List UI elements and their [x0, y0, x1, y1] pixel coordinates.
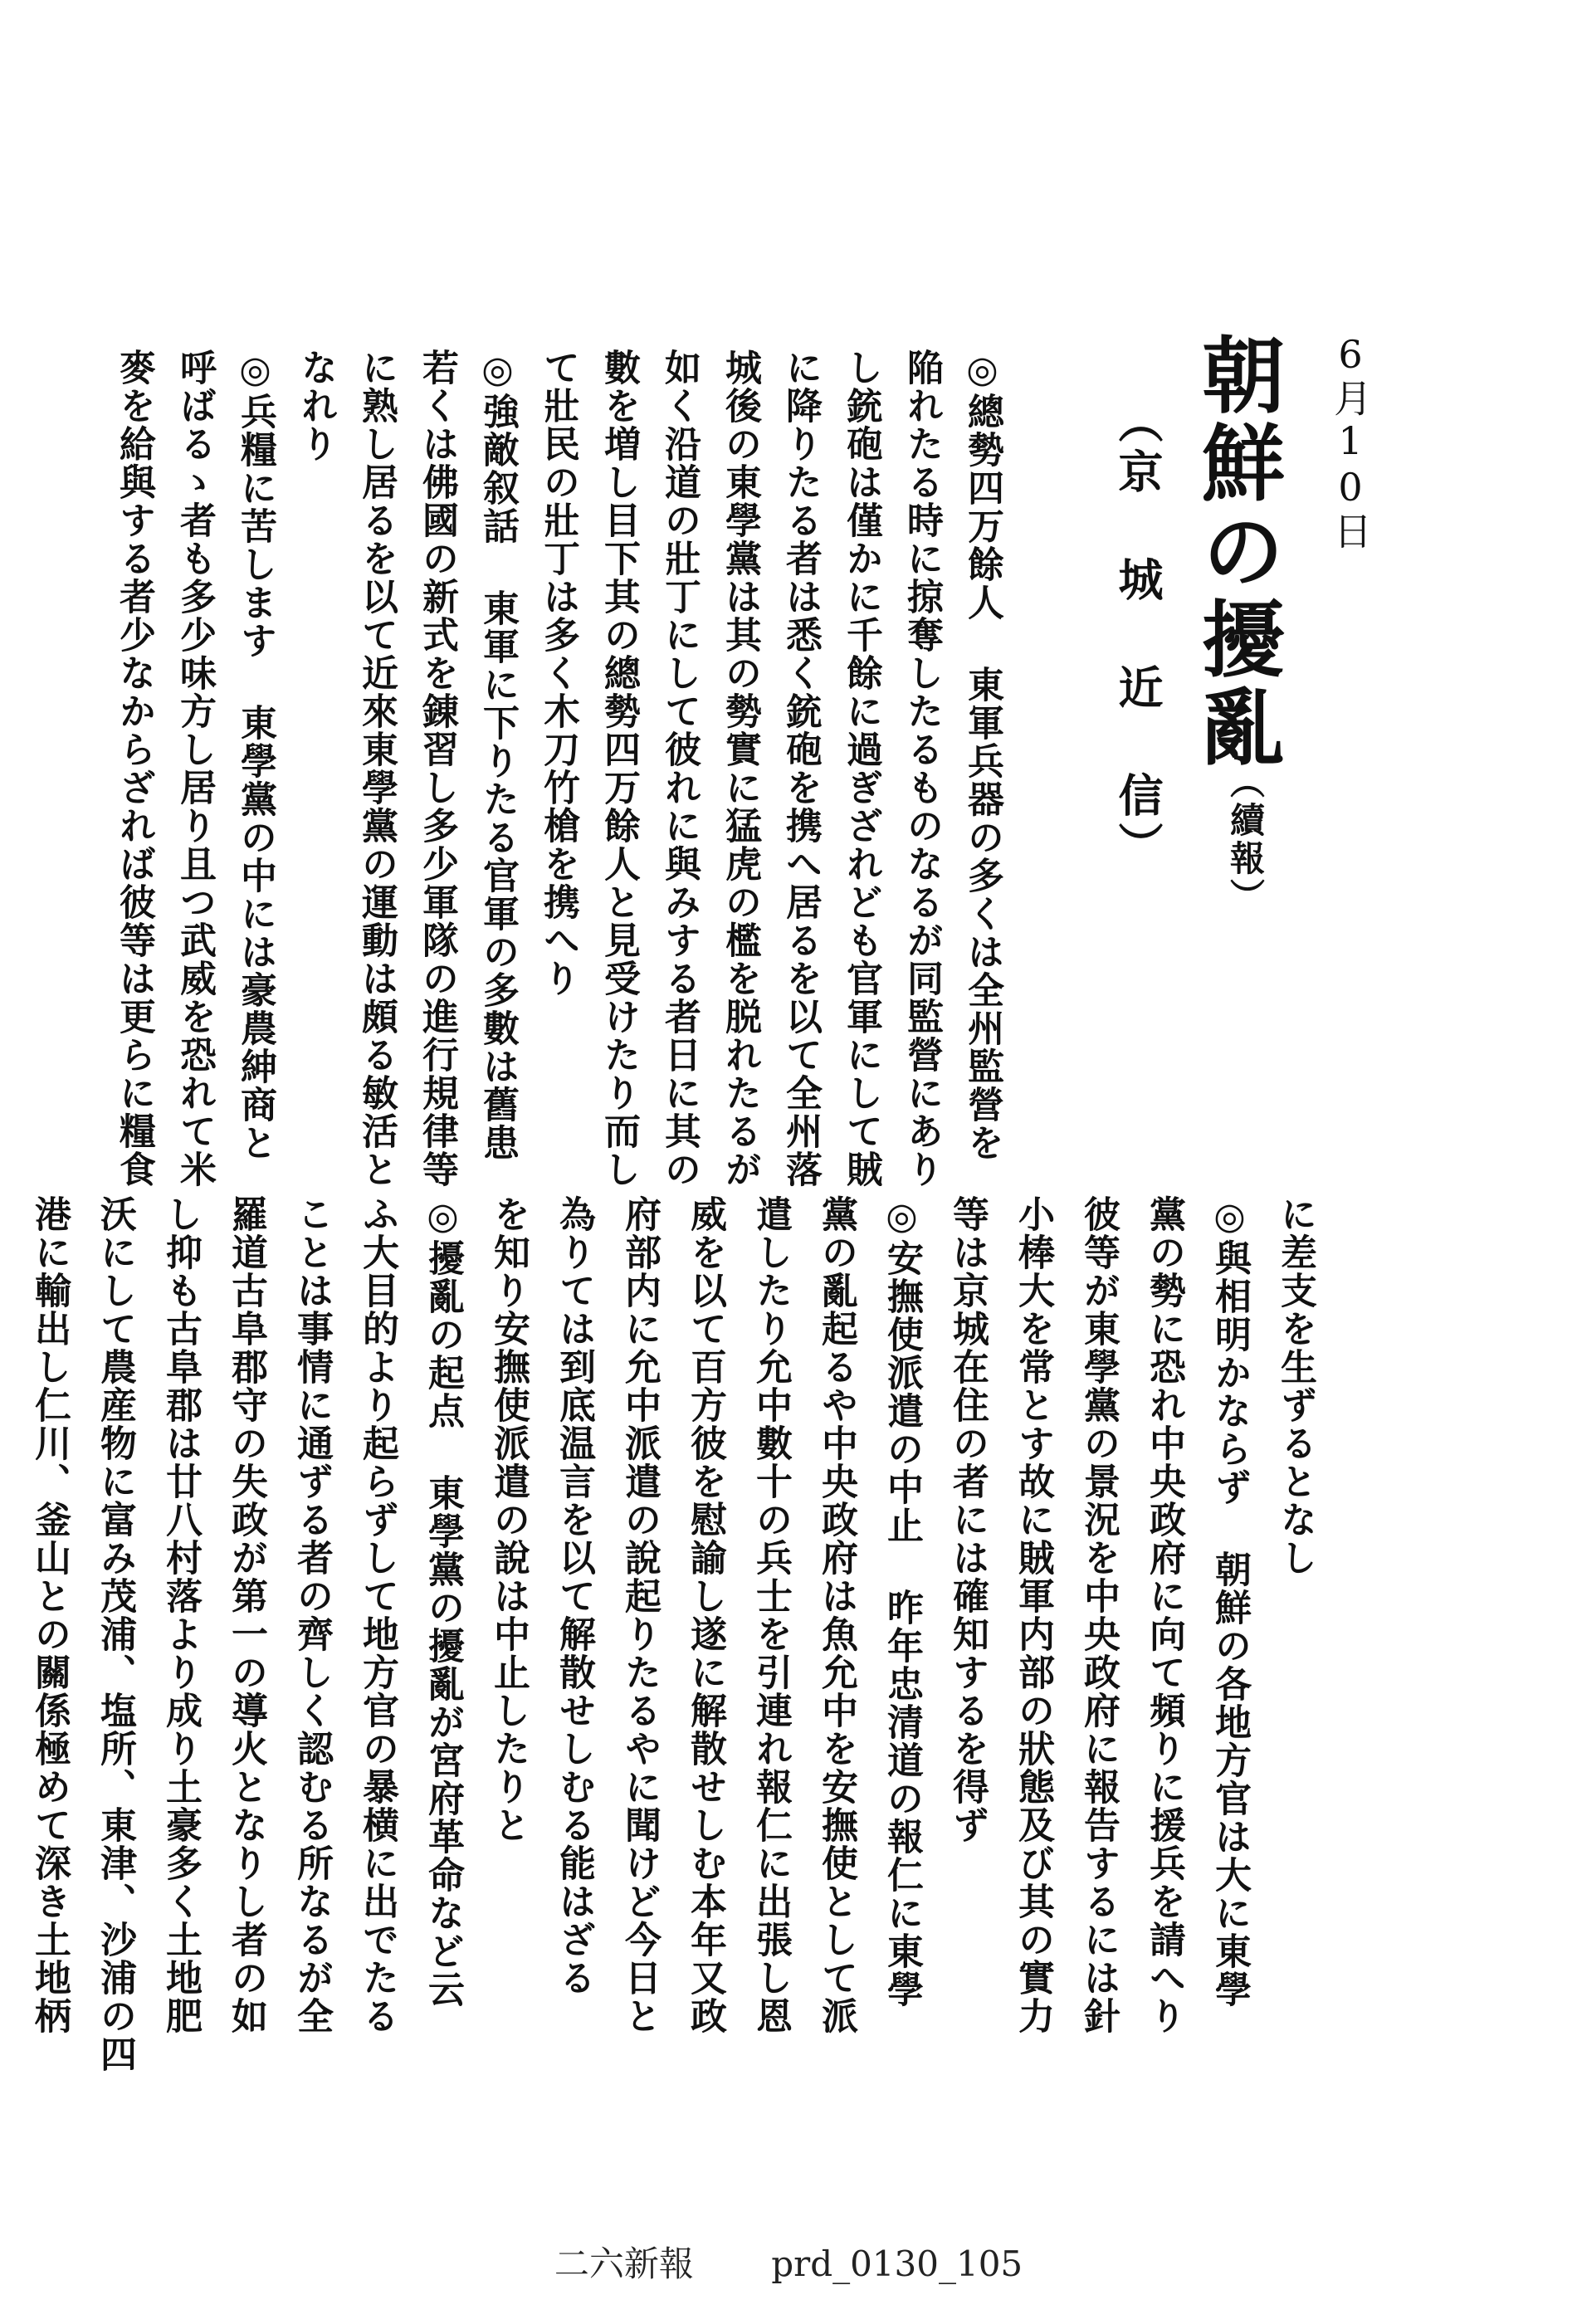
text-line: ◎擾亂の起点 東學黨の擾亂が宮府革命など云	[422, 1195, 464, 2009]
text-line: 陥れたる時に掠奪したるものなるが同監營にあり	[901, 349, 943, 1189]
correspondent-line: （京 城 近 信）	[1111, 398, 1164, 872]
text-line: ◎強敵叙話 東軍に下りたる官軍の多數は舊患	[476, 349, 519, 1162]
text-line: ふ大目的より起らずして地方官の暴横に出でたる	[356, 1195, 398, 2035]
text-line: ◎總勢四万餘人 東軍兵器の多くは全州監營を	[961, 349, 1003, 1162]
text-line: て壯民の壯丁は多く木刀竹槍を携へり	[537, 349, 579, 998]
text-line: 如く沿道の壯丁にして彼れに與みする者日に其の	[658, 349, 701, 1189]
text-line: 遣したり允中數十の兵士を引連れ報仁に出張し恩	[749, 1195, 792, 2035]
lower-article-body	[17, 1195, 1328, 2073]
text-line: ◎兵糧に苦します 東學黨の中には豪農紳商と	[234, 349, 276, 1162]
text-line: 數を増し目下其の總勢四万餘人と見受けたり而し	[598, 349, 640, 1189]
page-footer	[0, 2237, 1577, 2287]
publication-name: 二六新報	[554, 2243, 694, 2284]
text-line: 為りては到底温言を以て解散せしむる能はざる	[553, 1195, 595, 1997]
text-line: 威を以て百方彼を慰諭し遂に解散せしむ本年又政	[684, 1195, 726, 2035]
text-line: 城後の東學黨は其の勢實に猛虎の檻を脱れたるが	[719, 349, 761, 1189]
text-line: 麥を給與する者少なからざれば彼等は更らに糧食	[113, 349, 155, 1189]
text-line: 彼等が東學黨の景況を中央政府に報告するには針	[1077, 1195, 1120, 2035]
article-date: 6月10日	[1328, 332, 1373, 551]
article-title: 朝鮮の擾亂	[1188, 332, 1286, 772]
text-line: ◎安撫使派遣の中止 昨年忠清道の報仁に東學	[881, 1195, 923, 2009]
text-line: ◎與相明かならず 朝鮮の各地方官は大に東學	[1208, 1195, 1251, 2009]
text-line: なれり	[295, 349, 337, 463]
text-line: 呼ばるゝ者も多少味方し居り且つ武威を恐れて米	[173, 349, 216, 1189]
text-line: ことは事情に通ずる者の齊しく認むる所なるが全	[290, 1195, 333, 2035]
text-line: に降りたる者は悉く銃砲を携へ居るを以て全州落	[779, 349, 822, 1189]
text-line: 黨の勢に恐れ中央政府に向て頻りに援兵を請へり	[1143, 1195, 1185, 2035]
text-line: に差支を生ずるとなし	[1274, 1195, 1316, 1577]
upper-article-body	[104, 349, 1013, 1189]
text-line: を知り安撫使派遣の說は中止したりと	[487, 1195, 530, 1844]
text-line: し銃砲は僅かに千餘に過ぎざれども官軍にして賊	[840, 349, 882, 1189]
text-line: に熟し居るを以て近來東學黨の運動は頗る敏活と	[355, 349, 398, 1189]
text-line: 沃にして農産物に富み茂浦、塩所、東津、沙浦の四	[94, 1195, 136, 2073]
continued-report-mark: （續報）	[1225, 764, 1266, 916]
text-line: 府部内に允中派遣の說起りたるやに聞けど今日と	[618, 1195, 661, 2035]
text-line: 港に輸出し仁川、釜山との關係極めて深き土地柄	[28, 1195, 71, 2035]
text-line: 羅道古阜郡守の失政が第一の導火となりし者の如	[225, 1195, 267, 2035]
text-line: 小棒大を常とす故に賊軍内部の狀態及び其の實力	[1012, 1195, 1054, 2035]
text-line: 黨の亂起るや中央政府は魚允中を安撫使として派	[815, 1195, 857, 2035]
text-line: し抑も古阜郡は廿八村落より成り土豪多く土地肥	[159, 1195, 202, 2035]
text-line: 等は京城在住の者には確知するを得ず	[946, 1195, 989, 1844]
page-identifier: prd_0130_105	[771, 2243, 1023, 2284]
text-line: 若くは佛國の新式を錬習し多少軍隊の進行規律等	[416, 349, 458, 1189]
